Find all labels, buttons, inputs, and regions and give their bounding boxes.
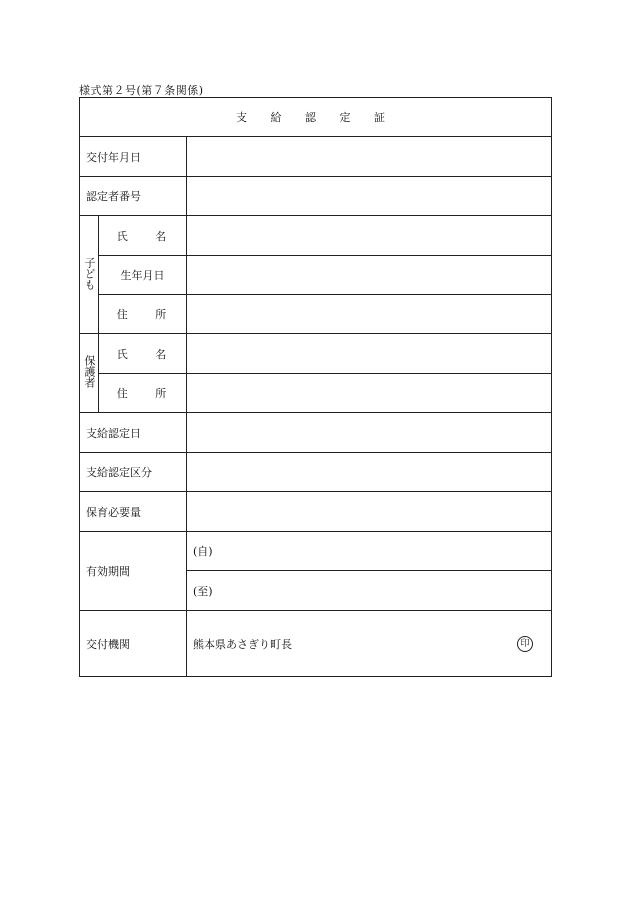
label-child-group: 子ども [83,256,96,290]
seal-icon: 印 [517,636,533,652]
label-guardian-address: 住 所 [99,374,187,413]
row-care-amount [80,492,552,532]
label-child-name: 氏 名 [99,216,187,256]
label-guardian-group: 保護者 [83,355,96,388]
label-certified-number: 認定者番号 [80,177,187,216]
row-benefit-category [80,453,552,492]
value-benefit-date [187,413,552,453]
issuer-name: 熊本県あさぎり町長 [193,637,292,651]
row-issue-date [80,137,552,177]
row-benefit-date [80,413,552,453]
value-issuing-agency [187,611,552,677]
group-guardian [80,334,99,413]
value-child-address [187,295,552,334]
form-number: 様式第２号(第７条関係) [79,84,204,97]
value-guardian-address [187,374,552,413]
issuer-container [193,636,551,652]
value-certified-number [187,177,552,216]
value-child-name [187,216,552,256]
row-guardian-name [80,334,552,374]
row-guardian-address [80,374,552,413]
certificate-table [79,97,552,677]
label-child-birthdate: 生年月日 [99,256,187,295]
value-child-birthdate [187,256,552,295]
label-care-amount: 保育必要量 [80,492,187,532]
value-guardian-name [187,334,552,374]
label-benefit-category: 支給認定区分 [80,453,187,492]
value-care-amount [187,492,552,532]
label-guardian-name: 氏 名 [99,334,187,374]
row-issuing-agency [80,611,552,677]
label-validity-period: 有効期間 [80,532,187,611]
label-benefit-date: 支給認定日 [80,413,187,453]
certificate-title: 支 給 認 定 証 [80,98,552,137]
label-child-address: 住 所 [99,295,187,334]
row-child-birthdate [80,256,552,295]
value-validity-from: (自) [187,532,552,571]
row-child-name [80,216,552,256]
value-issue-date [187,137,552,177]
label-issue-date: 交付年月日 [80,137,187,177]
row-child-address [80,295,552,334]
group-child [80,216,99,334]
label-issuing-agency: 交付機関 [80,611,187,677]
value-benefit-category [187,453,552,492]
row-validity-from [80,532,552,571]
row-certified-number [80,177,552,216]
value-validity-to: (至) [187,571,552,611]
